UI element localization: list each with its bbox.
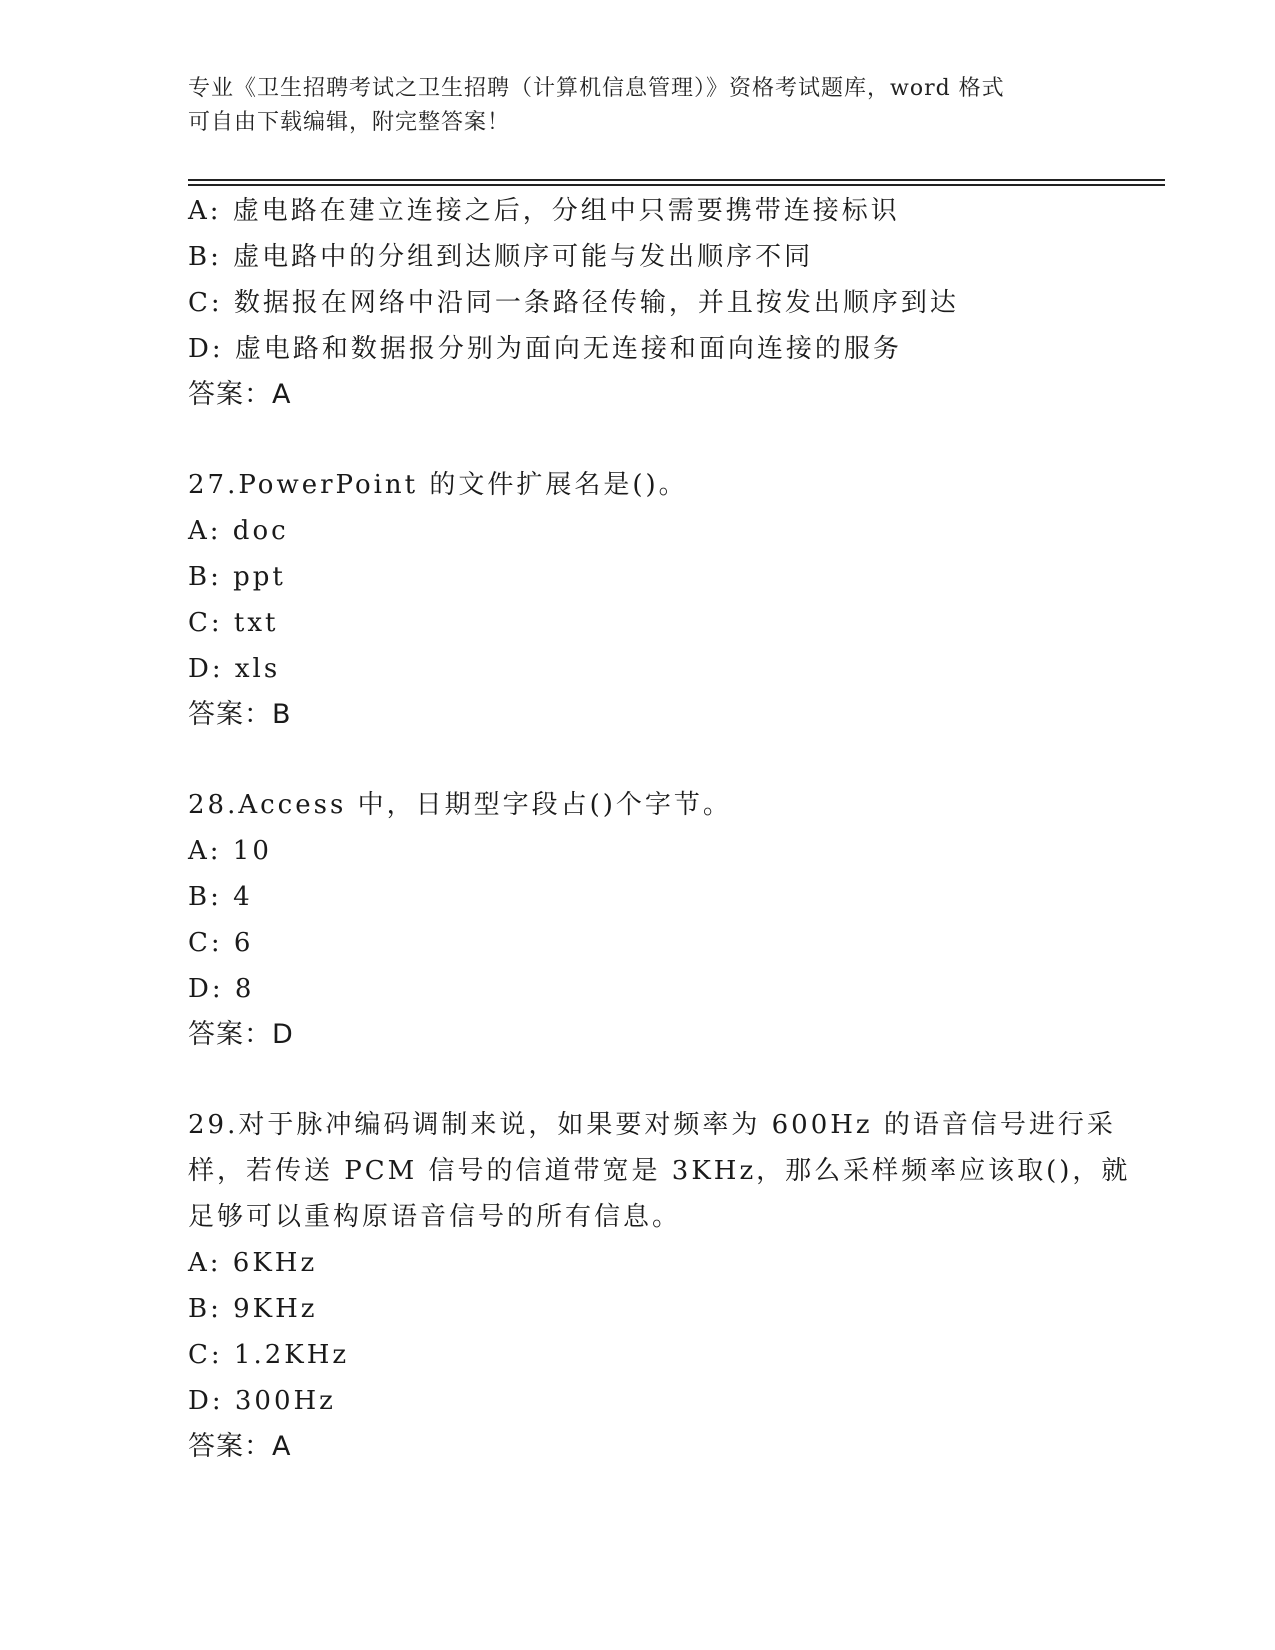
answer-label: 答案：D (188, 1019, 294, 1050)
option-d: D: xls (188, 654, 281, 684)
option-b: B: ppt (188, 562, 286, 592)
option-d: D: 8 (188, 974, 255, 1004)
option-a: A: 6KHz (188, 1248, 318, 1278)
option-b: B: 9KHz (188, 1294, 318, 1324)
option-a: A: 虚电路在建立连接之后，分组中只需要携带连接标识 (188, 196, 900, 226)
header-line-1: 专业《卫生招聘考试之卫生招聘（计算机信息管理）》资格考试题库，word 格式 (188, 76, 1005, 101)
question-text: 28.Access 中，日期型字段占()个字节。 (188, 790, 732, 820)
question-text: 27.PowerPoint 的文件扩展名是()。 (188, 470, 688, 500)
header-divider-top (188, 179, 1165, 181)
question-text-line-1: 29.对于脉冲编码调制来说，如果要对频率为 600Hz 的语音信号进行采 (188, 1110, 1116, 1140)
spacer (188, 1058, 1088, 1102)
answer-label: 答案：B (188, 699, 292, 730)
spacer (188, 418, 1088, 462)
question-text-line-2: 样，若传送 PCM 信号的信道带宽是 3KHz，那么采样频率应该取()，就 (188, 1156, 1131, 1186)
question-27-block (188, 462, 1088, 738)
option-a: A: doc (188, 516, 289, 546)
question-29-block (188, 1102, 1131, 1470)
question-26-block (188, 188, 1088, 418)
spacer (188, 738, 1088, 782)
answer-label: 答案：A (188, 379, 292, 410)
question-28-block (188, 782, 1088, 1058)
question-text-line-3: 足够可以重构原语音信号的所有信息。 (188, 1202, 682, 1232)
answer-label: 答案：A (188, 1431, 292, 1462)
header-line-2: 可自由下载编辑，附完整答案！ (188, 110, 511, 135)
option-b: B: 虚电路中的分组到达顺序可能与发出顺序不同 (188, 242, 814, 272)
option-c: C: txt (188, 608, 279, 638)
header-divider-bottom (188, 184, 1165, 186)
option-c: C: 1.2KHz (188, 1340, 350, 1370)
option-d: D: 虚电路和数据报分别为面向无连接和面向连接的服务 (188, 334, 902, 364)
document-header (188, 72, 1068, 140)
option-b: B: 4 (188, 882, 253, 912)
option-d: D: 300Hz (188, 1386, 336, 1416)
option-c: C: 6 (188, 928, 254, 958)
option-a: A: 10 (188, 836, 272, 866)
question-list (188, 188, 1131, 1470)
option-c: C: 数据报在网络中沿同一条路径传输，并且按发出顺序到达 (188, 288, 959, 318)
